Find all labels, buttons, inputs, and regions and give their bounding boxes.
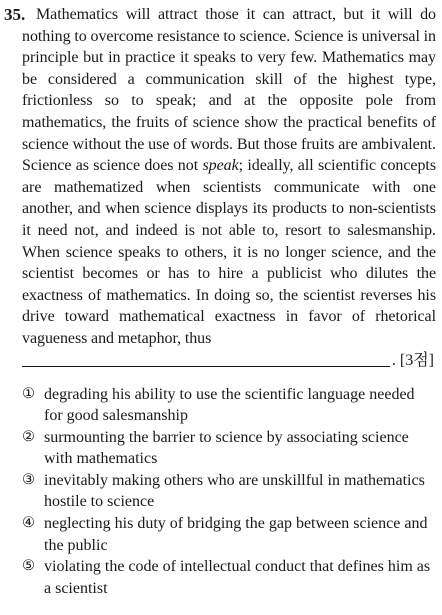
option-5-marker: ⑤ (22, 558, 35, 575)
option-2-marker: ② (22, 428, 35, 445)
passage-paragraph (22, 4, 436, 350)
option-4-text: neglecting his duty of bridging the gap between science and the public (44, 515, 428, 554)
option-2[interactable] (22, 427, 436, 470)
passage-text-part1: Mathematics will attract those it can attract, but it will do nothing to overcome resistance to science. Science is universal in principle but in practice it speaks to very few. Mathematics may be considered a communication skill of the highest type, frictionless so to speak; and at the opposite pole from mathematics, the fruits of science show the practical benefits of science without the use of words. But those fruits are ambivalent. Science as science does not (22, 6, 436, 175)
option-1[interactable] (22, 384, 436, 427)
passage-text-part2: ; ideally, all scientific concepts are mathematized when scientists communicate with one another, and when science displays its products to non-scientists it need not, and indeed is not able to, resort to salesmanship. When science speaks to others, it is no longer science, and the scientist becomes or has to hire a publicist who dilutes the exactness of mathematics. In doing so, the scientist reverses his drive toward mathematical exactness in favor of rhetorical vagueness and metaphor, thus (22, 157, 436, 347)
answer-options (22, 384, 436, 600)
option-2-text: surmounting the barrier to science by associating science with mathematics (44, 428, 409, 468)
blank-underline (22, 366, 390, 367)
points-label: . [3점] (391, 351, 434, 369)
option-1-marker: ① (22, 385, 35, 402)
passage-emphasis: speak (202, 157, 239, 175)
option-1-text: degrading his ability to use the scientific language needed for good salesmanship (44, 385, 415, 425)
option-4-marker: ④ (22, 515, 35, 532)
option-4[interactable] (22, 513, 436, 556)
answer-blank (22, 350, 436, 372)
option-5[interactable] (22, 556, 436, 599)
option-3-marker: ③ (22, 471, 35, 488)
option-3-text: inevitably making others who are unskillful in mathematics hostile to science (44, 471, 425, 511)
question-number: 35. (4, 5, 26, 24)
option-5-text: violating the code of intellectual conduct that defines him as a scientist (44, 558, 431, 597)
option-3[interactable] (22, 470, 436, 513)
